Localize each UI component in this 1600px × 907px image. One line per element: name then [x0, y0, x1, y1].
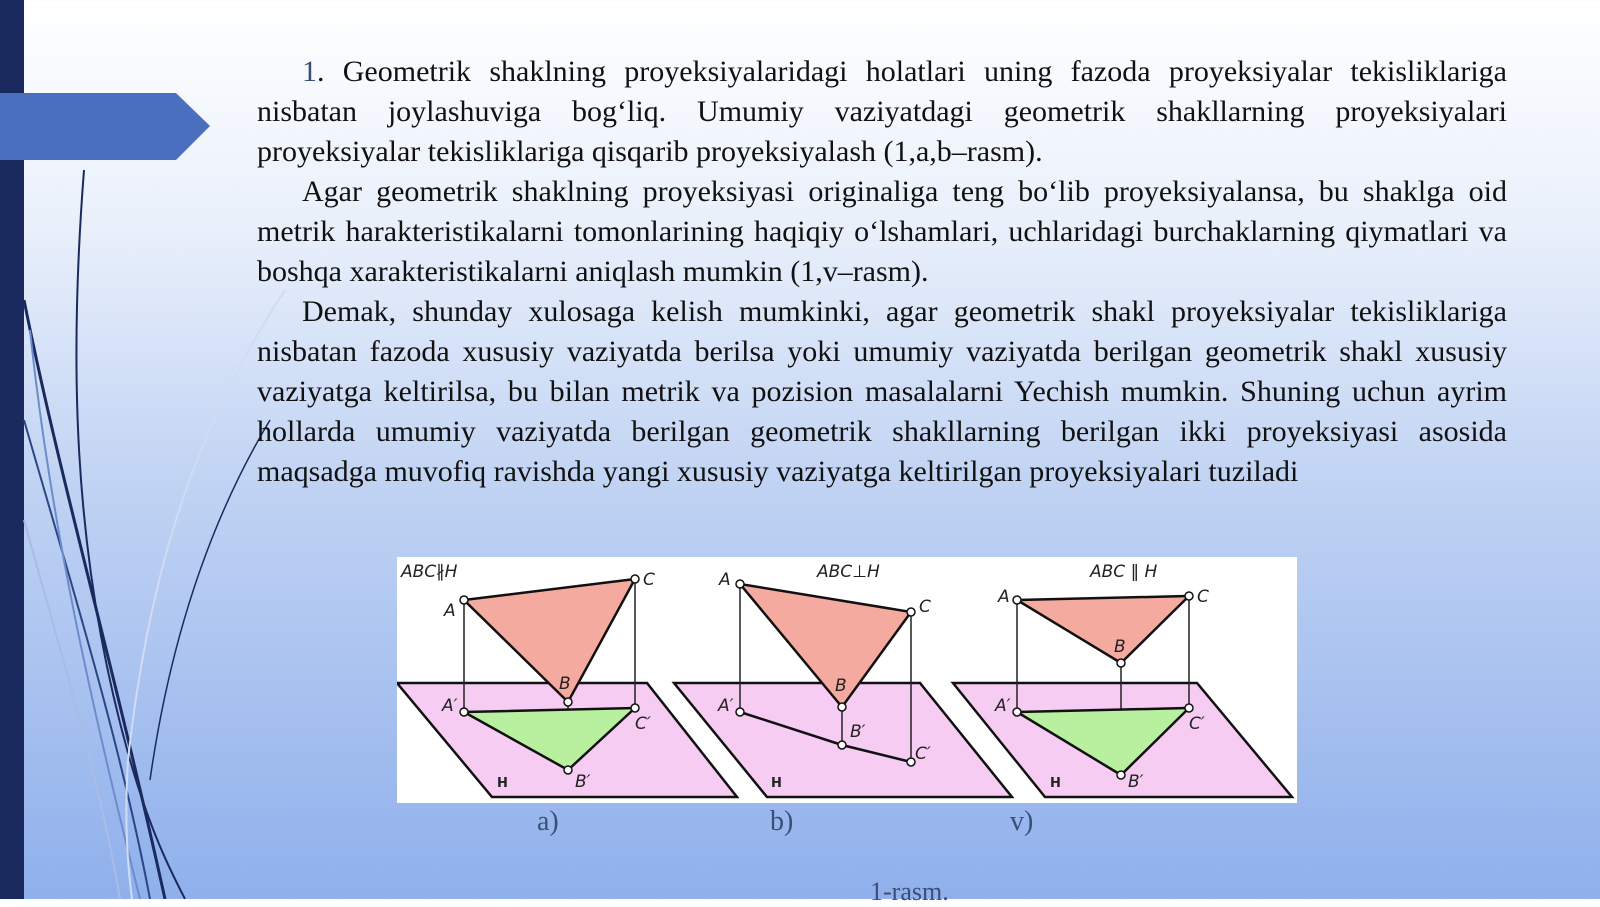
label-c: C — [643, 570, 655, 590]
label-a1: A′ — [442, 696, 458, 716]
label-plane-a: H — [497, 776, 508, 791]
panel-v — [953, 562, 1292, 797]
label-a: A — [998, 587, 1010, 607]
projection-figure — [397, 557, 1297, 803]
panel-b-title: ABC⊥H — [817, 562, 880, 582]
label-b: B — [1114, 637, 1126, 657]
label-plane-v: H — [1050, 776, 1061, 791]
label-b1: B′ — [850, 722, 866, 742]
label-a: A — [444, 601, 456, 621]
label-a1: A′ — [718, 696, 734, 716]
paragraph-number: 1 — [302, 55, 317, 88]
label-b: B — [835, 676, 847, 696]
paragraph-2: Agar geometrik shaklning proyeksiyasi originaliga teng bo‘lib proyeksiyalansa, bu shaklga oid metrik harakteristikalarni tomonlarining haqiqiy o‘lshamlari, uchlaridagi burchaklarning qiymatlari va boshqa xarakteristikalarni aniqlash mumkin (1,v–rasm). — [257, 175, 1507, 288]
label-b1: B′ — [575, 772, 591, 792]
panel-b — [674, 562, 1012, 797]
projection-diagram — [397, 557, 1297, 803]
label-c1: C′ — [915, 744, 931, 764]
panel-a-title: ABC∦H — [401, 562, 458, 582]
label-plane-b: H — [771, 776, 782, 791]
label-a1: A′ — [995, 696, 1011, 716]
panel-v-title: ABC ‖ H — [1090, 562, 1158, 582]
paragraph-1-text: . Geometrik shaklning proyeksiyalaridagi holatlari uning fazoda proyeksiyalar tekisliklariga nisbatan joylashuviga bog‘liq. Umumiy vaziyatdagi geometrik shakllarning proyeksiyalari proyeksiyalar tekisliklariga qisqarib proyeksiyalash (1,a,b–rasm). — [257, 55, 1507, 168]
label-c: C — [919, 597, 931, 617]
sub-label-v: v) — [1010, 806, 1034, 837]
sub-label-a: a) — [537, 806, 559, 837]
label-b1: B′ — [1128, 772, 1144, 792]
body-text — [257, 52, 1507, 492]
label-c1: C′ — [1189, 714, 1205, 734]
label-c1: C′ — [635, 714, 651, 734]
figure-caption: 1-rasm. — [870, 877, 949, 906]
label-a: A — [719, 570, 731, 590]
paragraph-3: Demak, shunday xulosaga kelish mumkinki, agar geometrik shakl proyeksiyalar tekisliklariga nisbatan fazoda xususiy vaziyatda berilsa yoki umumiy vaziyatda berilgan geometrik shakl xususiy vaziyatga keltirilsa, bu bilan metrik va pozision masalalarni Yechish mumkin. Shuning uchun ayrim hollarda umumiy vaziyatda berilgan geometrik shakllarning berilgan ikki proyeksiyasi asosida maqsadga muvofiq ravishda yangi xususiy vaziyatga keltirilgan proyeksiyalari tuziladi — [257, 295, 1507, 488]
triangle-abc-v — [1017, 596, 1189, 663]
panel-a — [397, 562, 737, 797]
label-b: B — [559, 674, 571, 694]
label-c: C — [1197, 587, 1209, 607]
sub-label-b: b) — [770, 806, 794, 837]
paragraph-1 — [257, 52, 1507, 172]
